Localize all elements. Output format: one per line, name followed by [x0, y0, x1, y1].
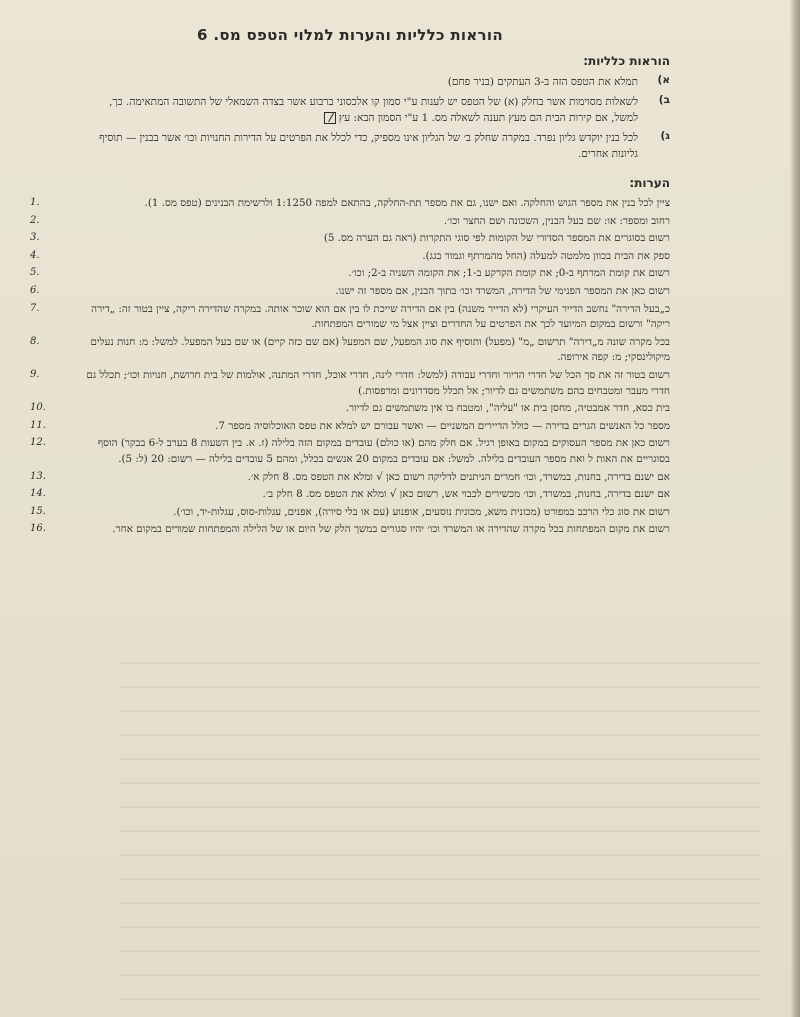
note-number: 10.: [30, 402, 46, 414]
general-item: [30, 94, 670, 126]
note-text: ציין לכל בנין את מספר הגוש והחלקה. ואם ישנו, גם את מספר תת-החלקה, בהתאם למפה 1:1250 ולרשימת הבנינים (טפס מס. 1).: [144, 197, 670, 209]
note-number: 13.: [30, 470, 46, 482]
note-item: [30, 436, 670, 467]
general-item-text: [30, 94, 638, 126]
note-item: [30, 505, 670, 521]
note-text: רשום את קומת המרתף ב-0; את קומת הקרקע ב-1; את הקומה השניה ב-2; וכו׳.: [348, 267, 670, 280]
note-number: 14.: [30, 488, 46, 500]
note-number: 4.: [30, 249, 40, 261]
note-number: 6.: [30, 284, 40, 296]
note-number: 15.: [30, 505, 46, 517]
note-item: [30, 284, 670, 300]
notes-list: [30, 196, 670, 538]
general-item: [30, 130, 670, 162]
general-item-letter: ב): [658, 94, 670, 106]
note-text: בית כסא, חדר אמבטיה, מחסן בית או "עליה", ומטבח בו אין משתמשים גם לדיור.: [345, 402, 670, 415]
note-item: [30, 368, 670, 399]
note-text: רשום כאן את מספר העסוקים במקום באופן רגיל. אם חלק מהם (או כולם) עובדים במקום הזה בלילה (ז. א. בין השעות 8 בערב ל-6 בבקר) הוסף בסוגריים את האות ל ואת מספר העובדים בלילה. למשל: אם עובדים במקום 20 אנשים בכלל, ומהם 5 עובדים בלילה — רשום: 20 (ל: 5).: [97, 437, 670, 465]
note-number: 9.: [30, 368, 40, 380]
note-text: כ„בעל הדירה" נחשב הדייר העיקרי (לא הדייר משנה) בין אם הדירה שייכת לו בין אם הוא שוכר אותה. במקרה שהדירה ריקה, ציין בטור זה: „דירה ריקה" ורשום במקום המיועד לכך את הפרטים על החדרים וציין אצל מי שמורים המפתחות.: [91, 302, 670, 331]
note-number: 12.: [30, 437, 46, 449]
note-number: 3.: [30, 232, 40, 244]
document-title: הוראות כלליות והערות למלוי הטפס מס. 6: [197, 26, 503, 44]
note-number: 2.: [30, 214, 40, 226]
note-text: אם ישנם בדירה, בחנות, במשרד, וכו׳ מכשירים לכבוי אש, רשום כאן √ ומלא את הטפס מס. 8 חלק ב׳.: [262, 488, 670, 501]
note-item: [30, 231, 670, 247]
note-number: 7.: [30, 302, 40, 314]
note-text: רשום את מקום המפתחות בכל מקרה שהדירה או המשרד וכו׳ יהיו סגורים במשך הלק של היום או של הלילה והמפתחות שמורים במקום אחר.: [112, 523, 670, 536]
note-item: [30, 214, 670, 230]
note-text: רשום בסוגרים את המספר הסדורי של הקומות לפי סוגי התקרות (ראה גם הערה מס. 5): [323, 232, 670, 245]
note-text: רחוב ומספר: או: שם בעל הבנין, השכונה ושם החצר וכו׳.: [443, 214, 670, 227]
note-text: בכל מקרה שונה מ„דירה" תרשום „מ" (מפעל) ותוסיף את סוג המפעל, שם המפעל (אם שם כזה קיים) או שם בעל המפעל. למשל: מ: חנות נעלים מיקולינסקי; מ: קפה אירופה.: [90, 335, 670, 364]
note-item: [30, 522, 670, 538]
note-item: [30, 302, 670, 333]
note-item: [30, 249, 670, 265]
note-text: מספר כל האנשים הגרים בדירה — כולל הדיירים המשניים — ואשר עבורם יש למלא את טפס האוכלוסיה מספר 7.: [215, 419, 670, 432]
page-edge-shadow: [790, 0, 800, 1017]
note-item: [30, 266, 670, 282]
note-text: ספק את הבית בכוון מלמטה למעלה (החל מהמרתף וגמור בגג).: [422, 249, 670, 262]
note-item: [30, 487, 670, 503]
general-item-text: לכל בנין יוקדש גליון נפרד. במקרה שחלק ב׳ של הגליון אינו מספיק, כדי לכלל את הפרטים על הדירות החנויות וכו׳ אשר בבנין — תוסיף גליונות אחרים.: [99, 132, 638, 160]
document-body: [30, 26, 670, 540]
general-item-letter: א): [657, 74, 670, 86]
note-text: רשום את סוג כלי הרכב במפורט (מכונית משא, מכונית נוסעים, אופנוע (עם או בלי סירה), אפנים, עגלות-סוס, עגלות-יד, וכו׳).: [173, 505, 670, 518]
note-item: [30, 401, 670, 417]
note-item: [30, 335, 670, 366]
note-item: [30, 470, 670, 486]
general-item-text-part: לשאלות מסוימות אשר בחלק (א) של הטפס יש לענות ע"י סמון קו אלכסוני ברבוע אשר בצדה השמאלי של התשובה המתאימה. כך, למשל, אם קירות הבית הם מעץ תענה לשאלה מס. 1 ע"י הסמון הבא: עץ: [109, 96, 638, 124]
general-item-text: תמלא את הטפס הזה ב-3 העתקים (בניר פחם): [447, 76, 638, 88]
general-item: [30, 74, 670, 90]
note-item: [30, 419, 670, 435]
note-number: 5.: [30, 267, 40, 279]
bleed-through-texture: [120, 640, 760, 1000]
general-heading: הוראות כלליות:: [583, 54, 670, 68]
note-text: רשום בטור זה את סך הכל של חדרי הדיור וחדרי עבודה (למשל: חדרי לינה, חדרי אוכל, חדרי המתנה, אולמות של בית חרושת, חנויות וכו׳; תכלל גם חדרי מעבר ומטבחים בהם משתמשים גם לדיור; אל תכלל מסדרונים ומרפסות.): [86, 368, 670, 397]
notes-heading: הערות:: [629, 176, 670, 190]
note-number: 8.: [30, 335, 40, 347]
note-text: אם ישנם בדירה, בחנות, במשרד, וכו׳ חמרים הניתנים לדליקה רשום כאן √ ומלא את הטפס מס. 8 חלק א׳.: [247, 470, 670, 483]
note-text: רשום כאן את המספר הפנימי של הדירה, המשרד וכו׳ בתוך הבנין, אם מספר זה ישנו.: [335, 284, 670, 297]
general-instructions: [30, 54, 670, 162]
note-number: 1.: [30, 197, 40, 208]
note-number: 11.: [30, 419, 46, 431]
general-item-letter: ג): [660, 130, 670, 142]
note-item: [30, 196, 670, 212]
marked-checkbox-icon: [324, 112, 336, 124]
note-number: 16.: [30, 523, 46, 535]
